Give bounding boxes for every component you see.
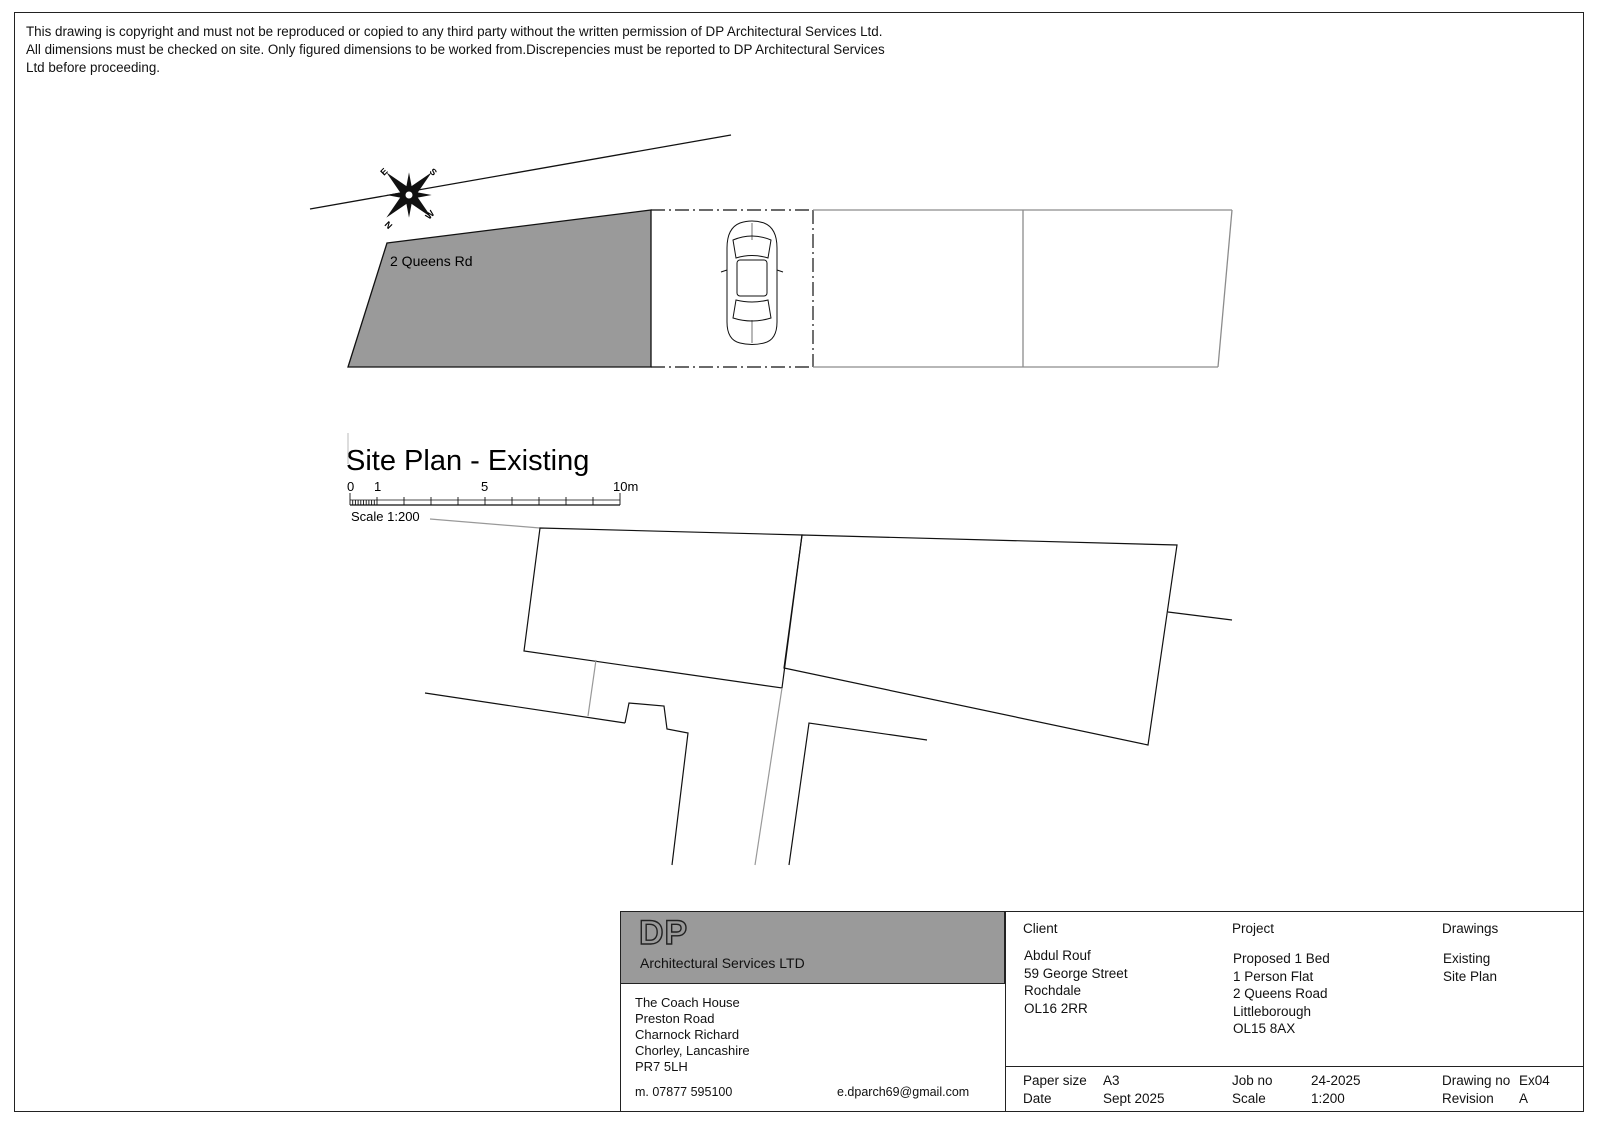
drawings-line: Site Plan bbox=[1443, 968, 1498, 984]
scale-label: Scale bbox=[1232, 1091, 1266, 1106]
plot-2-queens-rd bbox=[348, 210, 651, 367]
scale-bar-tick-5: 5 bbox=[481, 479, 489, 494]
address-line: Charnock Richard bbox=[635, 1027, 740, 1042]
address-line: Chorley, Lancashire bbox=[635, 1043, 750, 1058]
drawings-details bbox=[1443, 950, 1497, 985]
revision-value: A bbox=[1519, 1091, 1529, 1106]
building-left bbox=[524, 528, 802, 688]
location-plan bbox=[425, 519, 1232, 865]
title-block bbox=[620, 911, 1584, 1112]
compass-label-s: S bbox=[427, 166, 439, 178]
drawing-no-value: Ex04 bbox=[1519, 1073, 1550, 1088]
disclaimer-line-1: This drawing is copyright and must not be reproduced or copied to any third party without the written permission of DP Architectural Services Ltd. bbox=[26, 24, 883, 39]
client-line: Rochdale bbox=[1024, 983, 1082, 998]
adjacent-plots bbox=[813, 210, 1232, 367]
project-line: OL15 8AX bbox=[1233, 1021, 1296, 1036]
scale-bar-tick-1: 1 bbox=[374, 479, 382, 494]
car-icon bbox=[721, 221, 783, 345]
tb-info-rule bbox=[1005, 1066, 1584, 1067]
company-phone: m. 07877 595100 bbox=[635, 1085, 733, 1099]
compass-label-n: E bbox=[378, 166, 390, 178]
drawing-no-label: Drawing no bbox=[1442, 1073, 1511, 1088]
project-label: Project bbox=[1232, 921, 1275, 936]
project-line: Littleborough bbox=[1233, 1003, 1312, 1019]
scale-text: Scale 1:200 bbox=[351, 509, 420, 524]
tb-divider-rule bbox=[1005, 911, 1006, 1112]
company-address bbox=[635, 995, 750, 1075]
plot-label: 2 Queens Rd bbox=[390, 253, 473, 269]
company-logo-box bbox=[620, 911, 1005, 984]
scale-value: 1:200 bbox=[1311, 1091, 1345, 1106]
paper-size-label: Paper size bbox=[1023, 1073, 1087, 1088]
client-line: 59 George Street bbox=[1024, 965, 1128, 981]
date-label: Date bbox=[1023, 1091, 1052, 1106]
address-line: The Coach House bbox=[635, 995, 740, 1010]
client-label: Client bbox=[1023, 921, 1058, 936]
client-line: Abdul Rouf bbox=[1024, 948, 1091, 963]
compass-label-e: W bbox=[423, 208, 437, 222]
scale-bar-tick-0: 0 bbox=[347, 479, 355, 494]
drawings-label: Drawings bbox=[1442, 921, 1499, 936]
road-edge-line bbox=[310, 135, 731, 209]
disclaimer-line-2: All dimensions must be checked on site. Only figured dimensions to be worked from.Discrepencies must be reported to DP Architectural Services bbox=[26, 42, 885, 57]
scale-bar-tick-10: 10m bbox=[613, 479, 639, 494]
client-details bbox=[1024, 947, 1128, 1017]
project-details bbox=[1233, 950, 1330, 1038]
plan-title: Site Plan - Existing bbox=[346, 445, 590, 477]
address-line: PR7 5LH bbox=[635, 1059, 688, 1074]
address-line: Preston Road bbox=[635, 1011, 715, 1026]
compass-label-w: N bbox=[382, 219, 395, 232]
paper-size-value: A3 bbox=[1103, 1073, 1120, 1088]
project-line: 1 Person Flat bbox=[1233, 968, 1314, 984]
job-no-label: Job no bbox=[1232, 1073, 1273, 1088]
scale-bar bbox=[350, 493, 620, 505]
building-right bbox=[784, 535, 1177, 745]
drawings-line: Existing bbox=[1443, 951, 1491, 966]
job-no-value: 24-2025 bbox=[1311, 1073, 1361, 1088]
company-name: Architectural Services LTD bbox=[640, 955, 805, 971]
revision-label: Revision bbox=[1442, 1091, 1494, 1106]
project-line: Proposed 1 Bed bbox=[1233, 951, 1330, 966]
disclaimer-line-3: Ltd before proceeding. bbox=[26, 60, 161, 75]
company-email: e.dparch69@gmail.com bbox=[837, 1085, 970, 1099]
date-value: Sept 2025 bbox=[1103, 1091, 1165, 1106]
project-line: 2 Queens Road bbox=[1233, 986, 1328, 1001]
dp-logo-mark: DP bbox=[639, 914, 689, 952]
compass-rose-icon bbox=[364, 150, 455, 241]
client-line: OL16 2RR bbox=[1024, 1000, 1088, 1016]
